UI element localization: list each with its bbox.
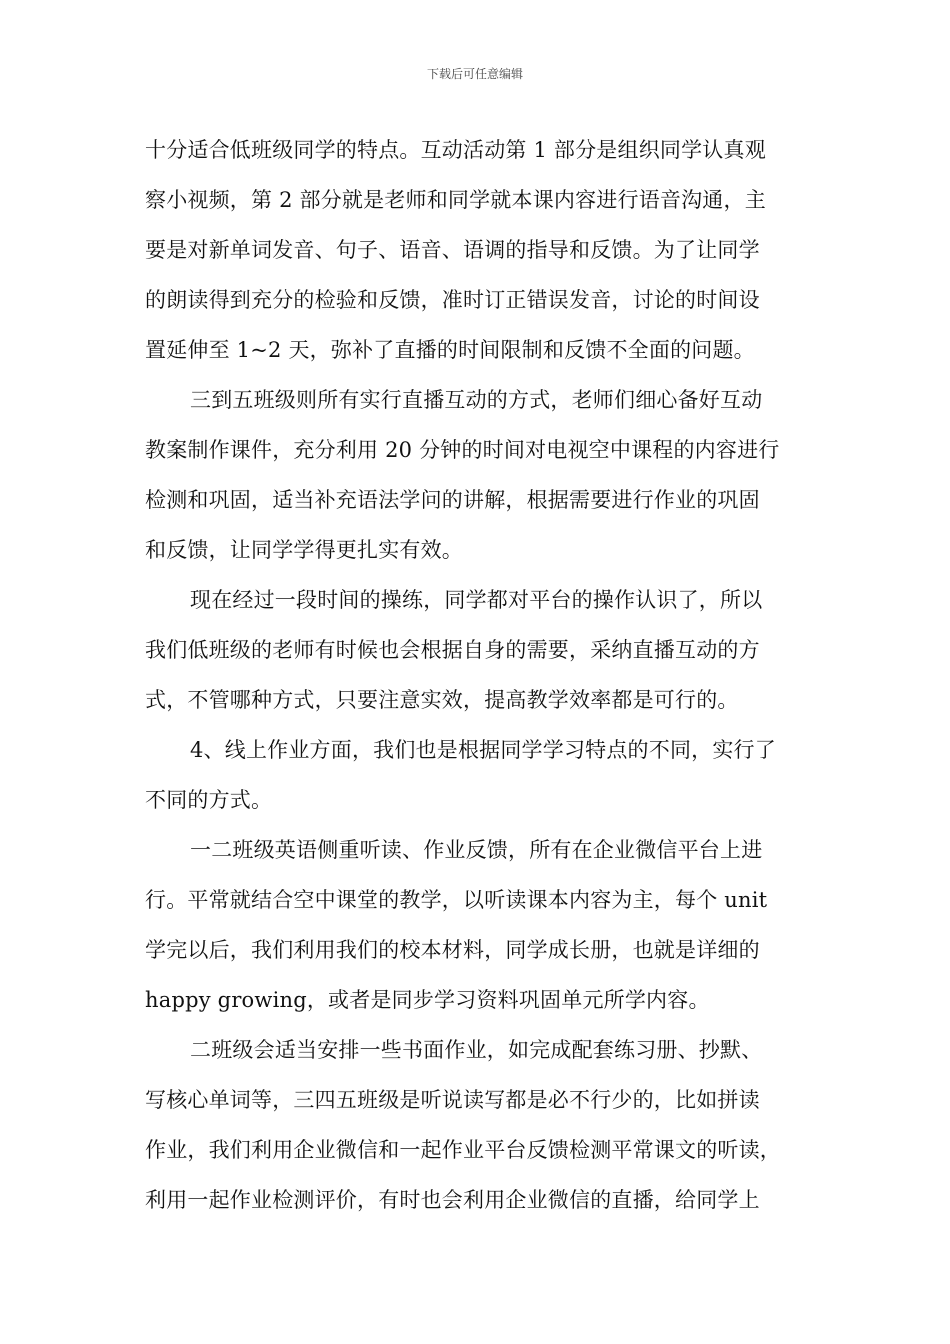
text-line: 行。平常就结合空中课堂的教学，以听读课本内容为主，每个 unit: [145, 888, 768, 912]
text-line: 的朗读得到充分的检验和反馈，准时订正错误发音，讨论的时间设: [145, 288, 760, 312]
text-line: 检测和巩固，适当补充语法学问的讲解，根据需要进行作业的巩固: [145, 488, 760, 512]
text-line: 和反馈，让同学学得更扎实有效。: [145, 538, 463, 562]
paragraph-first-line: 现在经过一段时间的操练，同学都对平台的操作认识了，所以: [190, 588, 763, 612]
text-line: 察小视频，第 2 部分就是老师和同学就本课内容进行语音沟通，主: [145, 188, 766, 212]
paragraph-first-line: 4、线上作业方面，我们也是根据同学学习特点的不同，实行了: [190, 738, 776, 762]
page-header: 下载后可任意编辑: [426, 67, 523, 81]
text-line: 我们低班级的老师有时候也会根据自身的需要，采纳直播互动的方: [145, 638, 760, 662]
text-line: 教案制作课件，充分利用 20 分钟的时间对电视空中课程的内容进行: [145, 438, 780, 462]
paragraph-first-line: 三到五班级则所有实行直播互动的方式，老师们细心备好互动: [190, 388, 763, 412]
text-line: 十分适合低班级同学的特点。互动活动第 1 部分是组织同学认真观: [145, 138, 766, 162]
text-line: 学完以后，我们利用我们的校本材料，同学成长册，也就是详细的: [145, 938, 760, 962]
text-line: 不同的方式。: [145, 788, 273, 812]
paragraph-first-line: 二班级会适当安排一些书面作业，如完成配套练习册、抄默、: [190, 1038, 763, 1062]
text-line: 利用一起作业检测评价，有时也会利用企业微信的直播，给同学上: [145, 1188, 760, 1212]
text-line: happy growing，或者是同步学习资料巩固单元所学内容。: [145, 988, 710, 1012]
text-line: 要是对新单词发音、句子、语音、语调的指导和反馈。为了让同学: [145, 238, 760, 262]
text-line: 置延伸至 1~2 天，弥补了直播的时间限制和反馈不全面的问题。: [145, 338, 755, 362]
text-line: 式，不管哪种方式，只要注意实效，提高教学效率都是可行的。: [145, 688, 739, 712]
paragraph-first-line: 一二班级英语侧重听读、作业反馈，所有在企业微信平台上进: [190, 838, 763, 862]
body-text: [145, 125, 825, 1225]
text-line: 写核心单词等，三四五班级是听说读写都是必不行少的，比如拼读: [145, 1088, 760, 1112]
text-line: 作业，我们利用企业微信和一起作业平台反馈检测平常课文的听读，: [145, 1138, 781, 1162]
